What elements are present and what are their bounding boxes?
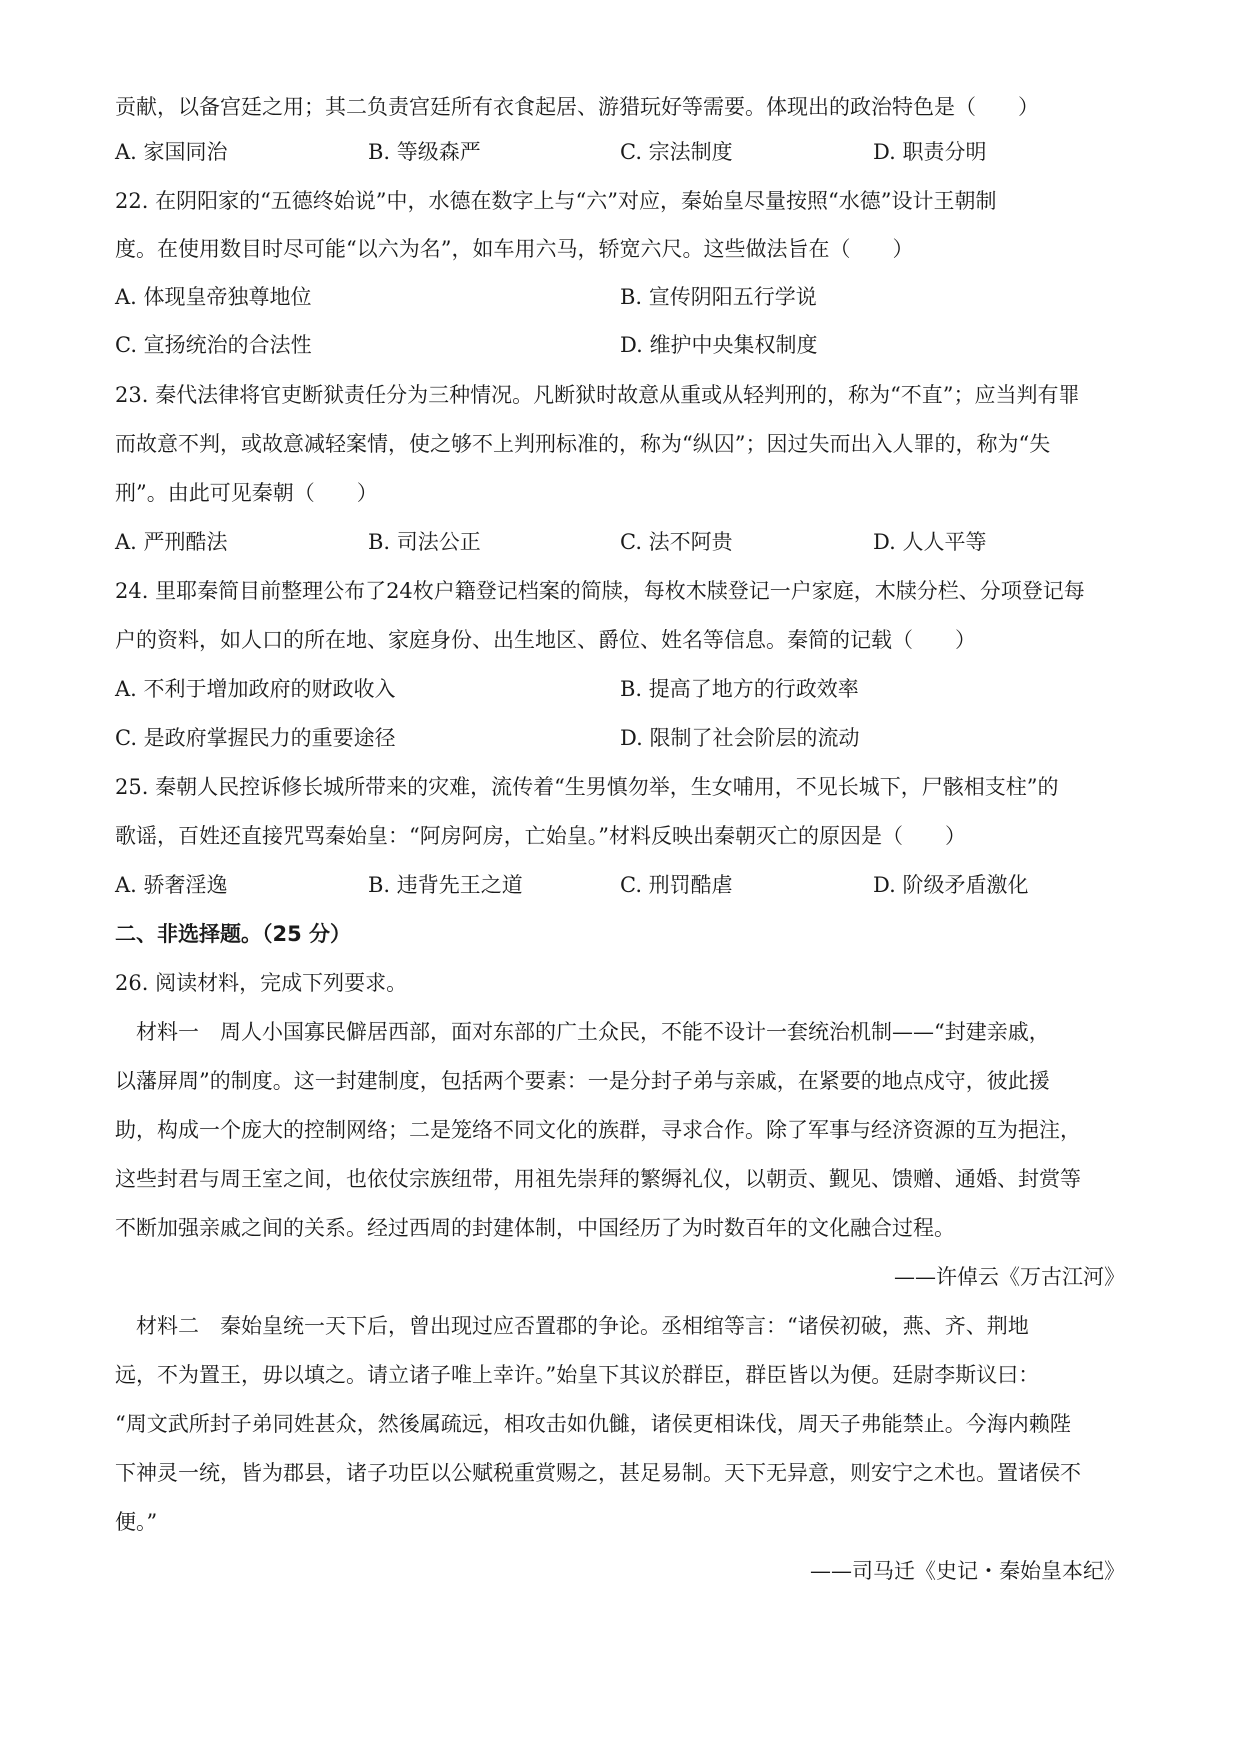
q22-stem-line-2: 度。在使用数目时尽可能“以六为名”，如车用六马，轿宽六尺。这些做法旨在（ ） (115, 237, 914, 261)
material-2-line: “周文武所封子弟同姓甚众，然後属疏远，相攻击如仇雠，诸侯更相诛伐，周天子弗能禁止。今海内赖陛 (115, 1412, 1071, 1436)
q23-stem-line-2: 而故意不判，或故意减轻案情，使之够不上判刑标准的，称为“纵囚”；因过失而出入人罪的，称为“失 (115, 432, 1051, 456)
q24-option-d: D. 限制了社会阶层的流动 (620, 726, 860, 750)
q22-option-d: D. 维护中央集权制度 (620, 333, 818, 357)
q21-option-c: C. 宗法制度 (620, 140, 733, 164)
material-2-line: 远，不为置王，毋以填之。请立诸子唯上幸许。”始皇下其议於群臣，群臣皆以为便。廷尉李斯议曰： (115, 1363, 1040, 1387)
q21-option-b: B. 等级森严 (368, 140, 481, 164)
q23-stem-line-3: 刑”。由此可见秦朝（ ） (115, 481, 378, 505)
material-2-line: 材料二 秦始皇统一天下后，曾出现过应否置郡的争论。丞相绾等言：“诸侯初破，燕、齐、荆地 (115, 1314, 1029, 1338)
q23-option-d: D. 人人平等 (873, 530, 987, 554)
q23-stem-line-1: 23. 秦代法律将官吏断狱责任分为三种情况。凡断狱时故意从重或从轻判刑的，称为“不直”；应当判有罪 (115, 383, 1080, 407)
material-2-line: 便。” (115, 1510, 158, 1534)
material-2-source: ——司马迁《史记・秦始皇本纪》 (810, 1559, 1125, 1583)
material-1-line: 材料一 周人小国寡民僻居西部，面对东部的广土众民，不能不设计一套统治机制——“封建亲戚， (115, 1020, 1050, 1044)
q24-option-a: A. 不利于增加政府的财政收入 (115, 677, 396, 701)
q24-stem-line-2: 户的资料，如人口的所在地、家庭身份、出生地区、爵位、姓名等信息。秦简的记载（ ） (115, 628, 976, 652)
q22-option-c: C. 宣扬统治的合法性 (115, 333, 312, 357)
q24-option-b: B. 提高了地方的行政效率 (620, 677, 859, 701)
q25-option-a: A. 骄奢淫逸 (115, 873, 228, 897)
q22-option-b: B. 宣传阴阳五行学说 (620, 285, 817, 309)
section-2-heading: 二、非选择题。（25 分） (115, 922, 352, 946)
q22-stem-line-1: 22. 在阴阳家的“五德终始说”中，水德在数字上与“六”对应，秦始皇尽量按照“水德”设计王朝制 (115, 189, 997, 213)
q26-stem: 26. 阅读材料，完成下列要求。 (115, 971, 408, 995)
q25-stem-line-2: 歌谣，百姓还直接咒骂秦始皇：“阿房阿房，亡始皇。”材料反映出秦朝灭亡的原因是（ ） (115, 824, 966, 848)
q25-stem-line-1: 25. 秦朝人民控诉修长城所带来的灾难，流传着“生男慎勿举，生女哺用，不见长城下，尸骸相支柱”的 (115, 775, 1059, 799)
material-1-line: 以藩屏周”的制度。这一封建制度，包括两个要素：一是分封子弟与亲戚，在紧要的地点戍守，彼此援 (115, 1069, 1050, 1093)
q25-option-c: C. 刑罚酷虐 (620, 873, 733, 897)
material-2-line: 下神灵一统，皆为郡县，诸子功臣以公赋税重赏赐之，甚足易制。天下无异意，则安宁之术也。置诸侯不 (115, 1461, 1081, 1485)
q21-option-a: A. 家国同治 (115, 140, 228, 164)
material-1-line: 不断加强亲戚之间的关系。经过西周的封建体制，中国经历了为时数百年的文化融合过程。 (115, 1216, 955, 1240)
q24-stem-line-1: 24. 里耶秦简目前整理公布了24枚户籍登记档案的简牍，每枚木牍登记一户家庭，木牍分栏、分项登记每 (115, 579, 1085, 603)
q23-option-b: B. 司法公正 (368, 530, 481, 554)
material-1-source: ——许倬云《万古江河》 (894, 1265, 1125, 1289)
q21-option-d: D. 职责分明 (873, 140, 987, 164)
q25-option-b: B. 违背先王之道 (368, 873, 523, 897)
q23-option-c: C. 法不阿贵 (620, 530, 733, 554)
q25-option-d: D. 阶级矛盾激化 (873, 873, 1029, 897)
q23-option-a: A. 严刑酷法 (115, 530, 228, 554)
q21-stem-line: 贡献，以备宫廷之用；其二负责宫廷所有衣食起居、游猎玩好等需要。体现出的政治特色是（ ） (115, 95, 1039, 119)
q24-option-c: C. 是政府掌握民力的重要途径 (115, 726, 396, 750)
material-1-line: 助，构成一个庞大的控制网络；二是笼络不同文化的族群，寻求合作。除了军事与经济资源的互为挹注， (115, 1118, 1081, 1142)
q22-option-a: A. 体现皇帝独尊地位 (115, 285, 312, 309)
material-1-line: 这些封君与周王室之间，也依仗宗族纽带，用祖先崇拜的繁缛礼仪，以朝贡、觐见、馈赠、通婚、封赏等 (115, 1167, 1081, 1191)
